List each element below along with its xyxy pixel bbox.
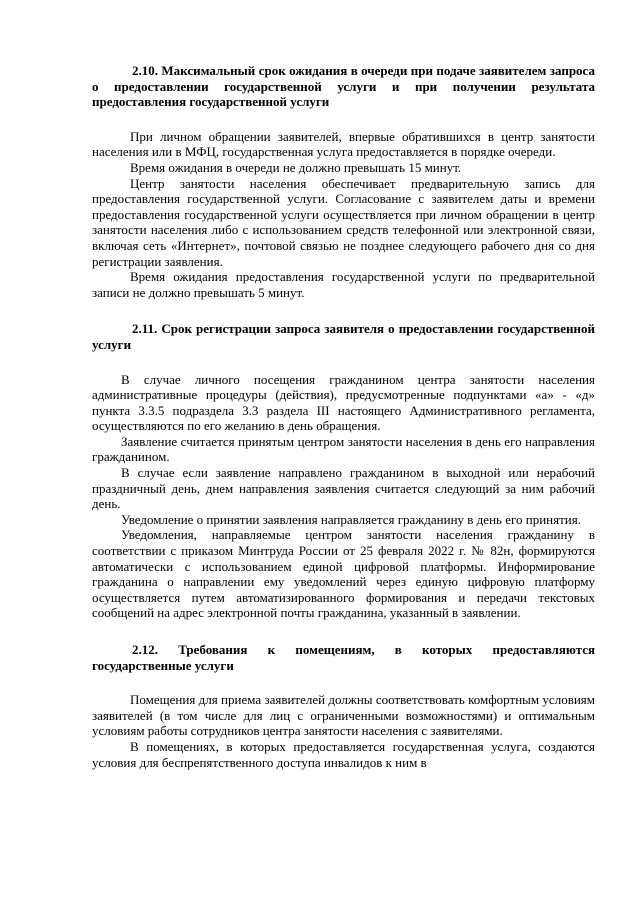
- spacer: [92, 110, 595, 129]
- paragraph: Центр занятости населения обеспечивает предварительную запись для предоставления государственной услуги. Согласование с заявителем даты и времени предоставления государственной услуги осуществляется при личном обращении в центр занятости населения либо с использованием средств телефонной или электронной связи, включая сеть «Интернет», почтовой связью не позднее следующего рабочего дня со дня регистрации заявления.: [92, 175, 595, 269]
- paragraph: Время ожидания предоставления государственной услуги по предварительной записи не должно превышать 5 минут.: [92, 269, 595, 300]
- paragraph: В помещениях, в которых предоставляется государственная услуга, создаются условия для беспрепятственного доступа инвалидов к ним в: [92, 738, 595, 770]
- spacer: [92, 621, 595, 642]
- spacer: [92, 300, 595, 321]
- paragraph: Помещения для приема заявителей должны соответствовать комфортным условиям заявителей (в том числе для лиц с ограниченными возможностями) и оптимальным условиям работы сотрудников центра занятости населения с заявителями.: [92, 692, 595, 739]
- paragraph: Заявление считается принятым центром занятости населения в день его направления гражданином.: [92, 433, 595, 465]
- paragraph: В случае личного посещения гражданином центра занятости населения административные процедуры (действия), предусмотренные подпунктами «а» - «д» пункта 3.3.5 подраздела 3.3 раздела III настоящего Административного регламента, осуществляются по его желанию в день обращения.: [92, 371, 595, 434]
- paragraph: При личном обращении заявителей, впервые обратившихся в центр занятости населения или в МФЦ, государственная услуга предоставляется в порядке очереди.: [92, 128, 595, 160]
- section-heading-2-12: 2.12. Требования к помещениям, в которых предоставляются государственные услуги: [92, 642, 595, 673]
- paragraph: Уведомления, направляемые центром занятости населения гражданину в соответствии с приказом Минтруда России от 25 февраля 2022 г. № 82н, формируются автоматически с использованием единой цифровой платформы. Информирование гражданина о направлении ему уведомлений через единую цифровую платформу осуществляется путем автоматизированного формирования и передачи текстовых сообщений на адрес электронной почты гражданина, указанный в заявлении.: [92, 527, 595, 621]
- spacer: [92, 353, 595, 372]
- paragraph: Время ожидания в очереди не должно превышать 15 минут.: [130, 159, 462, 175]
- spacer: [92, 673, 595, 692]
- paragraph: В случае если заявление направлено гражданином в выходной или нерабочий праздничный день, днем направления заявления считается следующий за ним рабочий день.: [92, 465, 595, 512]
- section-heading-2-10: 2.10. Максимальный срок ожидания в очереди при подаче заявителем запроса о предоставлении государственной услуги и при получении результата предоставления государственной услуги: [92, 63, 595, 110]
- paragraph: Уведомление о принятии заявления направляется гражданину в день его принятия.: [121, 511, 581, 527]
- section-heading-2-11: 2.11. Срок регистрации запроса заявителя о предоставлении государственной услуги: [92, 321, 595, 352]
